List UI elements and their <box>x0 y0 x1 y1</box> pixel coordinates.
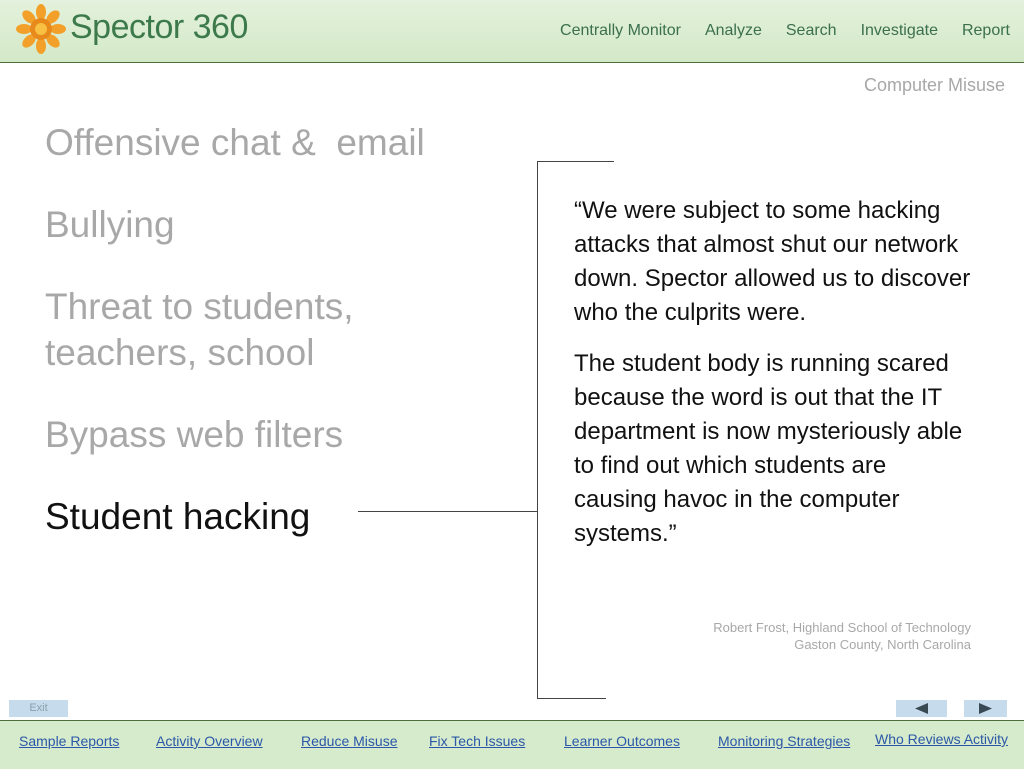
triangle-left-icon <box>896 700 947 717</box>
nav-analyze[interactable]: Analyze <box>704 22 762 39</box>
testimonial-quote <box>574 194 974 568</box>
exit-button[interactable]: Exit <box>9 700 68 717</box>
topic-list <box>45 120 425 576</box>
nav-search[interactable]: Search <box>785 22 837 39</box>
header-bar <box>0 0 1024 63</box>
topic-bullying: Bullying <box>45 204 175 245</box>
next-button[interactable] <box>964 700 1007 717</box>
nav-investigate[interactable]: Investigate <box>860 22 938 39</box>
bracket-top <box>537 161 614 162</box>
footer-link-learner-outcomes[interactable]: Learner Outcomes <box>564 733 680 749</box>
footer-link-reduce-misuse[interactable]: Reduce Misuse <box>301 733 398 749</box>
attribution-line-2: Gaston County, North Carolina <box>794 637 971 652</box>
footer-link-fix-tech-issues[interactable]: Fix Tech Issues <box>429 733 526 749</box>
connector-line <box>358 511 538 512</box>
footer-link-who-reviews-activity[interactable]: Who Reviews Activity <box>875 731 1009 747</box>
topic-offensive-chat: Offensive chat & email <box>45 122 425 163</box>
nav-centrally-monitor[interactable]: Centrally Monitor <box>560 22 681 39</box>
topic-threat: Threat to students, teachers, school <box>45 286 354 373</box>
previous-button[interactable] <box>896 700 947 717</box>
footer-bar <box>0 720 1024 769</box>
sun-flower-logo-icon <box>16 4 66 54</box>
attribution-line-1: Robert Frost, Highland School of Technology <box>713 620 971 635</box>
topic-student-hacking: Student hacking <box>45 496 311 537</box>
bracket-vertical <box>537 161 538 699</box>
brand-title: Spector 360 <box>70 8 248 46</box>
nav-report[interactable]: Report <box>961 22 1010 39</box>
quote-paragraph-2: The student body is running scared because the word is out that the IT department is now mysteriously able to find out which students are causing havoc in the computer systems.” <box>574 350 963 547</box>
quote-paragraph-1: “We were subject to some hacking attacks that almost shut our network down. Spector allowed us to discover who the culprits were. <box>574 197 971 326</box>
bracket-bottom <box>537 698 606 699</box>
footer-link-monitoring-strategies[interactable]: Monitoring Strategies <box>718 733 851 749</box>
section-label: Computer Misuse <box>863 75 1005 95</box>
quote-attribution <box>713 619 971 653</box>
footer-link-sample-reports[interactable]: Sample Reports <box>19 733 120 749</box>
triangle-right-icon <box>964 700 1007 717</box>
top-navigation <box>536 22 1010 40</box>
footer-link-activity-overview[interactable]: Activity Overview <box>156 733 263 749</box>
topic-bypass-filters: Bypass web filters <box>45 414 344 455</box>
